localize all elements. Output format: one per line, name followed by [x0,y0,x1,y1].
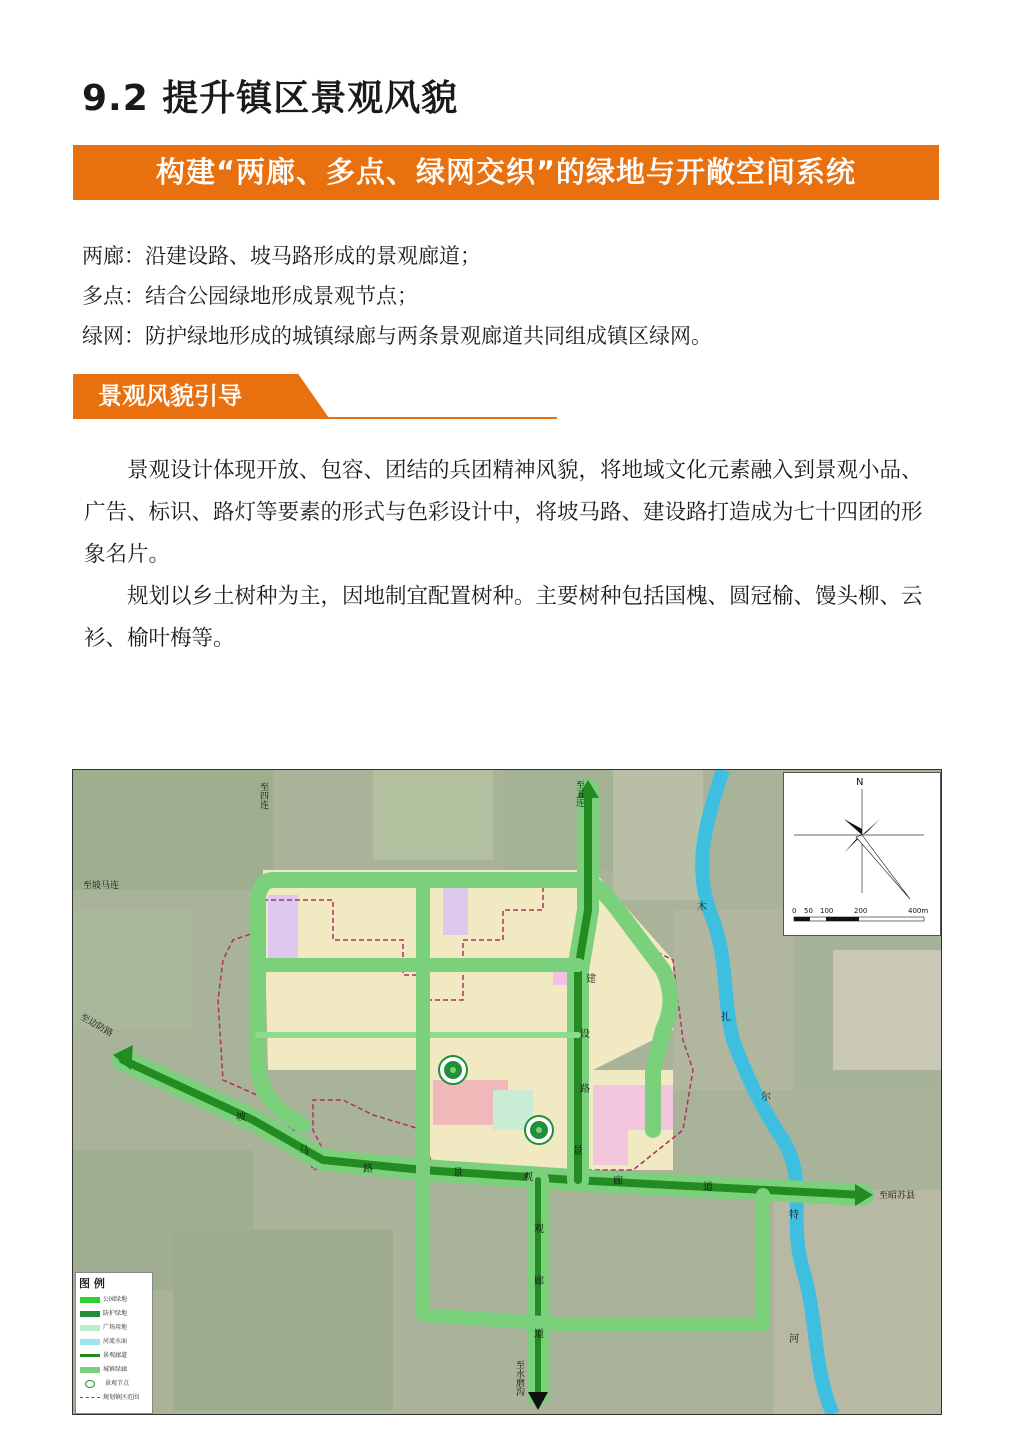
road-label-char: 景 [573,1146,583,1157]
scale-label: 200 [854,907,868,915]
label-to-simaliang: 至四连 [258,782,268,809]
road-label-char: 廊 [613,1176,623,1187]
road-label-char: 马 [299,1146,309,1157]
page-title: 9.2 提升镇区景观风貌 [82,78,459,119]
road-label-char: 景 [453,1168,463,1179]
road-label-char: 道 [534,1329,544,1340]
label-to-shuimogou: 至水磨沟 [514,1360,524,1396]
legend-item-water: 河流水面 [80,1337,127,1347]
scale-label: 100 [820,907,834,915]
definition-list [82,236,712,356]
legend-swatch [80,1367,100,1373]
definition-multi-points: 多点：结合公园绿地形成景观节点； [82,284,418,308]
label-to-bianfanglu: 至边防路 [78,1012,115,1040]
body-text [84,450,940,660]
paragraph-1: 景观设计体现开放、包容、团结的兵团精神风貌，将地域文化元素融入到景观小品、广告、标识、路灯等要素的形式与色彩设计中，将坡马路、建设路打造成为七十四团的形象名片。 [84,458,923,567]
label-to-zhaosuxian: 至昭苏县 [879,1191,916,1201]
legend-swatch [80,1354,100,1357]
legend-item-boundary: 规划镇区范围 [80,1393,139,1403]
map-legend [75,1272,153,1414]
scale-label: 50 [804,907,813,915]
road-label-char: 坡 [236,1112,246,1123]
legend-swatch [80,1311,100,1317]
legend-item-plaza: 广场用地 [80,1323,127,1333]
town-landscape-map [72,769,942,1415]
label-to-wulian: 至五连 [574,780,584,807]
river-label-char: 河 [789,1334,799,1345]
legend-swatch [80,1325,100,1331]
road-label-char: 观 [534,1224,544,1235]
road-label-char: 设 [580,1029,590,1040]
scale-label: 0 [792,907,797,915]
legend-swatch [85,1380,95,1388]
river-label-char: 扎 [721,1012,731,1023]
section-banner: 构建“两廊、多点、绿网交织”的绿地与开敞空间系统 [73,145,939,200]
legend-item-park: 公园绿地 [80,1295,127,1305]
river-label-char: 尔 [761,1092,771,1103]
river-label-char: 特 [789,1210,799,1221]
north-label: N [856,777,864,788]
paragraph-2: 规划以乡土树种为主，因地制宜配置树种。主要树种包括国槐、圆冠榆、馒头柳、云衫、榆叶梅等。 [84,584,923,651]
definition-two-corridors: 两廊：沿建设路、坡马路形成的景观廊道； [82,244,481,268]
scale-label: 400m [908,907,929,915]
river-label-char: 木 [697,902,707,913]
road-label-char: 路 [363,1164,373,1175]
road-label-char: 观 [523,1172,533,1183]
legend-swatch [80,1339,100,1345]
road-label-char: 路 [580,1084,590,1095]
subheading-rule [73,417,557,419]
legend-swatch [80,1297,100,1303]
compass-scale-box [783,772,941,936]
road-label-char: 道 [703,1182,713,1193]
definition-green-network: 绿网：防护绿地形成的城镇绿廊与两条景观廊道共同组成镇区绿网。 [82,324,712,348]
legend-item-green-belt: 城镇绿廊 [80,1365,127,1375]
road-label-char: 建 [586,974,596,985]
legend-title: 图 例 [79,1277,105,1290]
subheading [73,374,557,419]
subheading-text: 景观风貌引导 [98,382,242,410]
legend-item-protective: 防护绿地 [80,1309,127,1319]
label-to-pomalian: 至坡马连 [83,881,120,891]
legend-swatch [80,1397,100,1398]
legend-item-corridor: 景观廊道 [80,1351,127,1361]
legend-item-node: 景观节点 [80,1379,129,1389]
road-label-char: 廊 [534,1276,544,1287]
